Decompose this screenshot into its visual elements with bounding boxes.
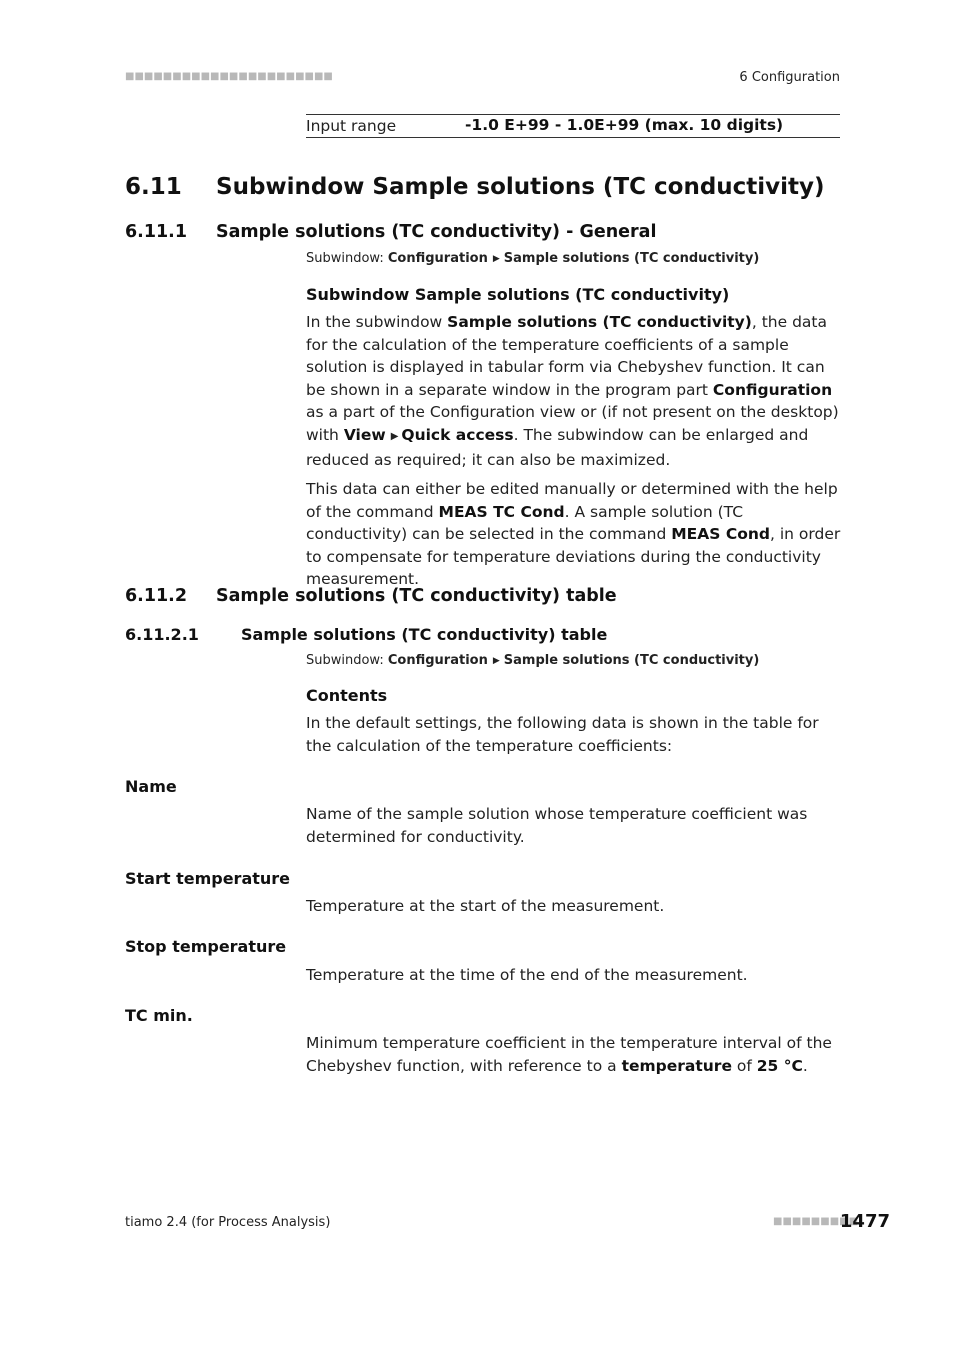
text: In the default settings, the following data is shown in the table for the calculation of the temperature coefficients: <box>306 714 819 755</box>
term-description <box>306 803 846 848</box>
paragraph <box>306 478 846 591</box>
triangle-right-icon: ▶ <box>390 430 399 442</box>
text: of <box>731 1056 757 1075</box>
term-label: Stop temperature <box>125 937 287 956</box>
term-description <box>306 1032 846 1077</box>
text: Name of the sample solution whose temperature coefficient was determined for conductivity. <box>306 805 808 846</box>
section-number: 6.11 <box>125 174 182 200</box>
term-description <box>306 895 846 918</box>
bold-text: MEAS TC Cond <box>438 502 565 521</box>
text: In the subwindow <box>306 313 448 331</box>
term-description <box>306 964 846 987</box>
triangle-right-icon: ▶ <box>492 656 500 666</box>
bold-text: View <box>343 425 386 444</box>
section-heading-6-11-1 <box>125 222 656 242</box>
text: as a part of the Configuration view or (if not present on the desktop) with <box>306 403 839 444</box>
text: . A sample solution (TC conductivity) can be selected in the command <box>306 502 744 543</box>
breadcrumb-label: Subwindow: <box>306 251 384 266</box>
text: This data can either be edited manually or determined with the help of the command <box>306 480 838 521</box>
footer-decoration: ■■■■■■■■■ <box>773 1216 859 1227</box>
bold-text: 25 °C <box>756 1056 803 1075</box>
bold-text: temperature <box>621 1056 732 1075</box>
term-label: Name <box>125 777 177 796</box>
bold-text: MEAS Cond <box>671 525 770 543</box>
header-decoration: ■■■■■■■■■■■■■■■■■■■■■■ <box>125 71 333 82</box>
breadcrumb <box>306 653 759 668</box>
breadcrumb-label: Subwindow: <box>306 653 384 668</box>
term-label: Start temperature <box>125 869 291 888</box>
text: Temperature at the time of the end of the measurement. <box>306 966 748 984</box>
section-heading-6-11-2 <box>125 586 617 606</box>
section-title: Sample solutions (TC conductivity) - General <box>216 222 657 242</box>
term-label: TC min. <box>125 1006 193 1025</box>
text: , the data for the calculation of the temperature coefficients of a sample solution is displayed in tabular form via Chebyshev function. It can be shown in a separate window in the program part <box>306 313 828 399</box>
breadcrumb-item: Sample solutions (TC conductivity) <box>503 251 760 266</box>
subheading: Contents <box>306 686 388 705</box>
section-heading-6-11-2-1 <box>125 625 607 644</box>
text: Minimum temperature coefficient in the temperature interval of the Chebyshev function, with reference to a <box>306 1034 832 1075</box>
footer-product: tiamo 2.4 (for Process Analysis) <box>125 1215 331 1230</box>
breadcrumb <box>306 251 759 266</box>
paragraph <box>306 712 846 757</box>
input-range-table <box>306 114 840 138</box>
bold-text: Sample solutions (TC conductivity) <box>447 313 752 331</box>
text: Temperature at the start of the measurement. <box>306 897 665 915</box>
input-range-value: -1.0 E+99 - 1.0E+99 (max. 10 digits) <box>465 116 784 134</box>
section-title: Subwindow Sample solutions (TC conductivity) <box>216 174 825 200</box>
section-number: 6.11.2 <box>125 586 188 606</box>
section-title: Sample solutions (TC conductivity) table <box>216 586 617 606</box>
input-range-label: Input range <box>306 117 397 135</box>
header-chapter: 6 Configuration <box>739 70 840 85</box>
text: . <box>802 1056 808 1075</box>
section-number: 6.11.2.1 <box>125 625 199 644</box>
subheading: Subwindow Sample solutions (TC conductivity) <box>306 285 730 304</box>
page-number: 1477 <box>839 1211 890 1232</box>
triangle-right-icon: ▶ <box>492 254 500 264</box>
bold-text: Configuration <box>712 380 833 399</box>
breadcrumb-item: Configuration <box>387 251 488 266</box>
section-number: 6.11.1 <box>125 222 188 242</box>
bold-text: Quick access <box>401 425 514 444</box>
breadcrumb-item: Configuration <box>387 653 488 668</box>
breadcrumb-item: Sample solutions (TC conductivity) <box>503 653 760 668</box>
text: . The subwindow can be enlarged and reduced as required; it can also be maximized. <box>306 425 809 469</box>
paragraph <box>306 311 846 472</box>
section-title: Sample solutions (TC conductivity) table <box>241 625 608 644</box>
text: , in order to compensate for temperature deviations during the conductivity measurement. <box>306 525 841 588</box>
section-heading-6-11 <box>125 174 825 200</box>
